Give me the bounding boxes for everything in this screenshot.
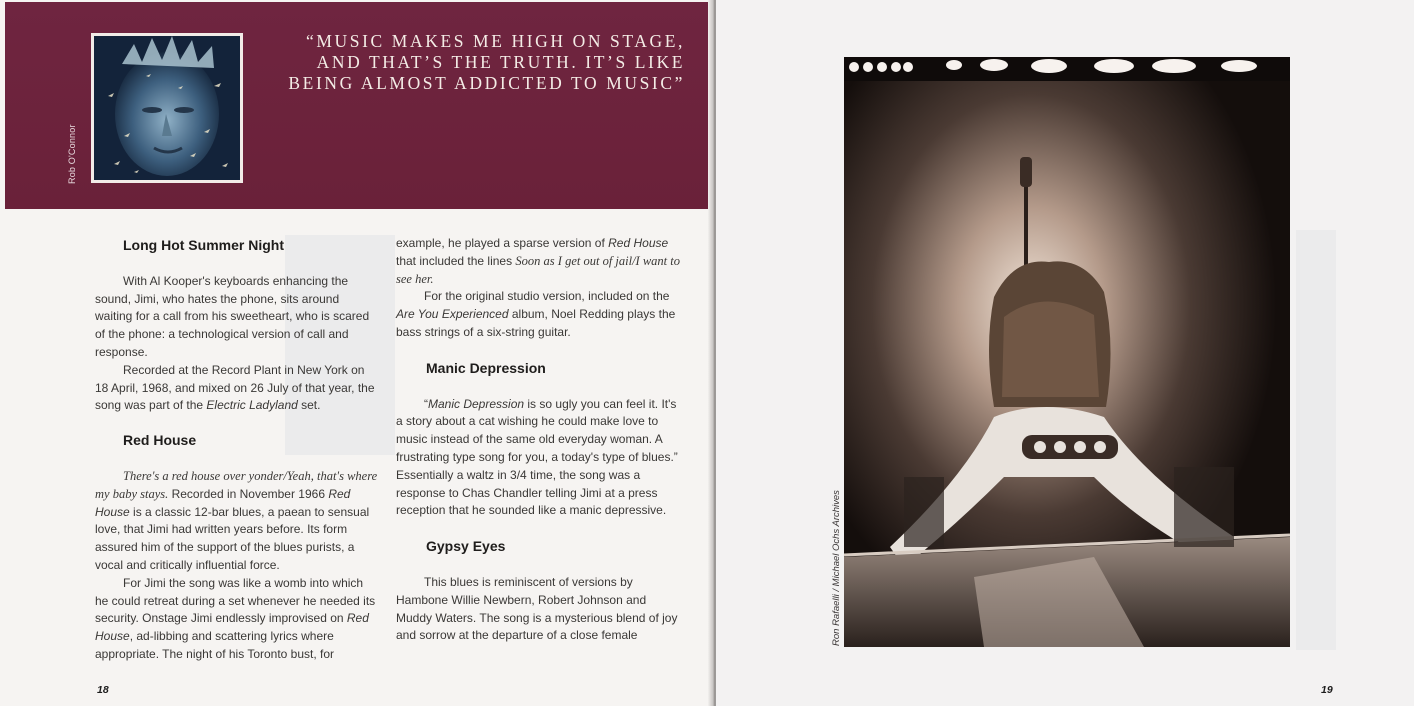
paragraph xyxy=(95,575,379,664)
paragraph xyxy=(396,396,680,521)
page-number-left: 18 xyxy=(97,684,109,696)
page-number-right: 19 xyxy=(1321,684,1333,696)
text-run: is a classic 12-bar blues, a paean to sensual love, that Jimi had written years before. Its form assured him of the support of the blues purists, a vocal and critically influential force. xyxy=(95,504,370,572)
text-run: For the original studio version, included on the xyxy=(424,289,670,304)
album-title: Are You Experienced xyxy=(396,307,509,322)
paragraph: With Al Kooper's keyboards enhancing the sound, Jimi, who hates the phone, sits around waiting for a call from his sweetheart, who is scared of the phone: a technological version of call and response. xyxy=(95,273,370,359)
text-run: that included the lines xyxy=(396,253,516,268)
text-run: album, Noel Redding plays the bass strings of a six-string guitar. xyxy=(396,307,676,339)
quote-banner xyxy=(5,2,709,209)
concert-photo-image xyxy=(844,57,1290,647)
text-run: set. xyxy=(297,398,321,413)
show-through-shadow xyxy=(1296,230,1336,650)
paragraph: This blues is reminiscent of versions by Hambone Willie Newbern, Robert Johnson and Muddy Waters. The song is a mysterious blend of joy and sorrow at the departure of a close female xyxy=(396,574,678,643)
paragraph xyxy=(396,288,680,341)
right-page xyxy=(716,0,1414,706)
text-run: is so ugly you can feel it. It's a story about a cat wishing he could make love to music instead of the same old everyday woman. A frustrating type song for you, a today's type of blues.” Essentially a waltz in 3/4 time, the song was a response to Chas Chandler telling Jimi at a press reception that he sounded like a manic depressive. xyxy=(396,396,678,518)
concert-photo xyxy=(844,57,1290,647)
album-art-thumbnail xyxy=(91,33,243,183)
paragraph xyxy=(396,235,680,288)
heading-gypsy-eyes: Gypsy Eyes xyxy=(426,538,506,555)
paragraph xyxy=(95,362,379,415)
text-column-right xyxy=(396,235,680,645)
heading-manic-depression: Manic Depression xyxy=(426,359,546,376)
heading-red-house: Red House xyxy=(123,432,197,449)
text-run: example, he played a sparse version of xyxy=(396,236,609,250)
text-run: For Jimi the song was like a womb into which he could retreat during a set whenever he needed its security. Onstage Jimi endlessly improvised on xyxy=(95,575,376,626)
photo-credit-left: Rob O'Connor xyxy=(67,124,77,184)
pull-quote: “MUSIC MAKES ME HIGH ON STAGE, AND THAT’S THE TRUTH. IT’S LIKE BEING ALMOST ADDICTED TO MUSIC” xyxy=(288,31,685,93)
song-title: Red House xyxy=(95,611,369,644)
text-run: Recorded at the Record Plant in New York on 18 April, 1968, and mixed on 26 July of that year, the song was part of the xyxy=(95,362,375,413)
text-run: “ xyxy=(424,396,428,411)
song-title: Red House xyxy=(95,486,351,519)
song-title: Manic Depression xyxy=(428,396,525,411)
paragraph xyxy=(95,468,379,575)
song-title: Red House xyxy=(608,236,669,250)
album-art-image xyxy=(94,36,240,180)
heading-long-hot-summer-night: Long Hot Summer Night xyxy=(123,237,284,253)
text-column-left xyxy=(95,237,379,664)
text-run: , ad-libbing and scattering lyrics where appropriate. The night of his Toronto bust, for xyxy=(95,629,335,661)
lyric-quote: Soon as I get out of jail/I want to see her. xyxy=(396,253,681,286)
photo-credit-right: Ron Rafaelli / Michael Ochs Archives xyxy=(831,490,842,646)
album-title: Electric Ladyland xyxy=(206,398,298,413)
lyric-quote: There's a red house over yonder/Yeah, that's where my baby stays. xyxy=(95,468,378,501)
text-run: Recorded in November 1966 xyxy=(168,486,329,501)
